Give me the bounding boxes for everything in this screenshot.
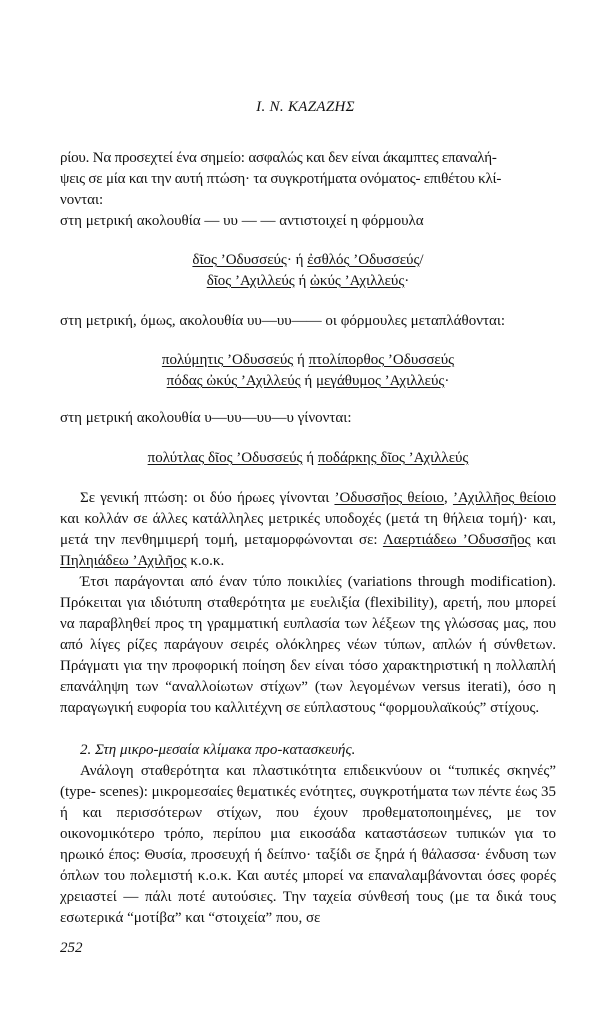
- formula-line: [60, 448, 556, 469]
- text-line: στη μετρική ακολουθία υ—υυ—υυ—υ γίνονται:: [60, 410, 352, 426]
- page-number: 252: [60, 940, 83, 956]
- formula-line: [60, 271, 556, 292]
- formula-phrase: ἐσθλός ’Οδυσσεύς: [307, 252, 420, 268]
- formula-block-3: [60, 448, 556, 469]
- separator-text: ·: [444, 373, 450, 389]
- section-heading: 2. Στη μικρο-μεσαία κλίμακα προ-κατασκευής.: [80, 742, 356, 758]
- formula-line: [60, 250, 556, 271]
- text-line: στη μετρική, όμως, ακολουθία υυ—υυ—— οι φόρμουλες μεταπλάθονται:: [60, 313, 506, 329]
- paragraph-genitive: [60, 488, 556, 719]
- formula-phrase: ποδάρκης δῖος ’Αχιλλεύς: [317, 450, 469, 466]
- formula-phrase: πολύμητις ’Οδυσσεύς: [161, 352, 294, 368]
- running-header: Ι. Ν. ΚΑΖΑΖΗΣ: [256, 99, 355, 115]
- paragraph: [60, 488, 556, 572]
- separator-text: ή: [294, 273, 311, 289]
- text-line: νονται:: [60, 192, 104, 208]
- formula-phrase: δῖος ’Αχιλλεύς: [206, 273, 295, 289]
- formula-line: [60, 350, 556, 371]
- separator-text: ή: [293, 352, 309, 368]
- separator-text: ή: [300, 373, 316, 389]
- formula-block-2: [60, 350, 556, 392]
- metric-line-3: [60, 408, 556, 429]
- formula-phrase: μεγάθυμος ’Αχιλλεύς: [315, 373, 445, 389]
- formula-phrase: Λαερτιάδεω ’Οδυσσῆος: [382, 532, 531, 548]
- formula-phrase: δῖος ’Οδυσσεύς: [192, 252, 287, 268]
- formula-phrase: ’Αχιλλῆος θείοιο: [452, 490, 557, 506]
- paragraph-text: κ.ο.κ.: [186, 553, 225, 569]
- formula-phrase: ’Οδυσσῆος θείοιο: [334, 490, 444, 506]
- formula-block-1: [60, 250, 556, 292]
- formula-line: [60, 371, 556, 392]
- formula-phrase: πόδας ὠκύς ’Αχιλλεύς: [166, 373, 301, 389]
- formula-phrase: Πηληιάδεω ’Αχιλῆος: [60, 553, 187, 569]
- paragraph-text: και: [530, 532, 556, 548]
- formula-phrase: πολύτλας δῖος ’Οδυσσεύς: [147, 450, 303, 466]
- paragraph: Ανάλογη σταθερότητα και πλαστικότητα επιδεικνύουν οι “τυπικές σκηνές” (type- scenes): μικρομεσαίες θεματικές ενότητες, συγκροτήματα των πέντε έως 35 ή και περισσότερων στίχων, που έχουν προθεματοποιημένες, με τον οικονομικότερο τρόπο, περίπου μια εικοσάδα καταστάσεων τυπικών για το ηρωικό έπος: Θυσία, προσευχή ή δείπνο· ταξίδι σε ξηρά ή θάλασσα· ένδυση των όπλων του πολεμιστή κ.ο.κ. Και αυτές μπορεί να επαναλαμβάνονται όσες φορές χρειαστεί — πάλι ποτέ αυτούσιες. Την ταχεία σύνθεσή τους (με τα δικά τους εσωτερικά “μοτίβα” και “στοιχεία” που, σε: [60, 763, 556, 926]
- separator-text: · ή: [286, 252, 308, 268]
- text-line: ψεις σε μία και την αυτή πτώση· τα συγκροτήματα ονόματος- επιθέτου κλί-: [60, 171, 502, 187]
- section-2: [60, 740, 556, 929]
- paragraph-text: ,: [443, 490, 453, 506]
- formula-phrase: πτολίπορθος ’Οδυσσεύς: [308, 352, 455, 368]
- paragraph-text: και κολλάν σε άλλες κατάλληλες μετρικές υποδοχές (μετά τη θήλεια τομή)· και, μετά την πενθημιμερή τομή, μεταμορφώνονται σε:: [60, 511, 556, 548]
- paragraph-intro: [60, 148, 556, 232]
- formula-phrase: ὠκύς ’Αχιλλεύς: [310, 273, 405, 289]
- separator-text: /: [419, 252, 424, 268]
- text-line: στη μετρική ακολουθία — υυ — — αντιστοιχεί η φόρμουλα: [60, 213, 424, 229]
- paragraph: Έτσι παράγονται από έναν τύπο ποικιλίες (variations through modification). Πρόκειται για ιδιότυπη σταθερότητα με ευελιξία (flexibility), αρετή, που μπορεί να παραβληθεί προς τη γραμματική ευπλασία των λέξεων της γλώσσας μας, που από λίγες ρίζες παράγουν σειρές ολόκληρες νέων τύπων, απλών ή σύνθετων. Πράγματι για την προφορική ποίηση δεν είναι τόσο χαρακτηριστική η πολλαπλή επανάληψη των “αναλλοίωτων στίχων” (των λεγομένων versus iterati), όσο η παραγωγική ευφορία του καλλιτέχνη σε εύπλαστους “φορμουλαϊκούς” στίχους.: [60, 574, 556, 716]
- separator-text: ·: [404, 273, 410, 289]
- text-line: ρίου. Να προσεχτεί ένα σημείο: ασφαλώς και δεν είναι άκαμπτες επαναλή-: [60, 150, 497, 166]
- metric-line-2: [60, 311, 556, 332]
- separator-text: ή: [302, 450, 318, 466]
- paragraph-text: Σε γενική πτώση: οι δύο ήρωες γίνονται: [80, 490, 335, 506]
